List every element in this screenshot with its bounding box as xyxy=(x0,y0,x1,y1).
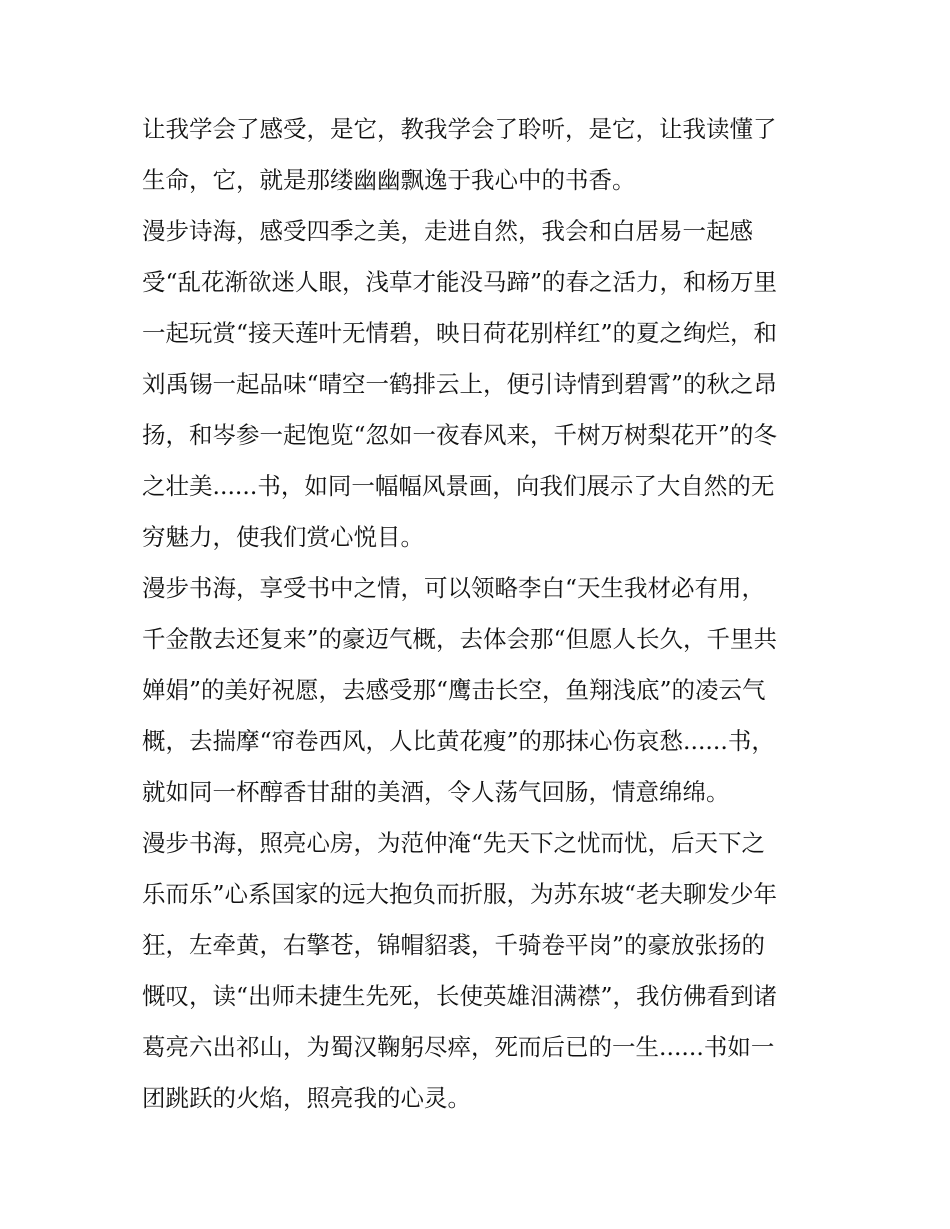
text-line: 乐而乐”心系国家的远大抱负而折服，为苏东坡“老夫聊发少年 xyxy=(142,880,778,908)
text-line: 慨叹，读“出师未捷生先死，长使英雄泪满襟”，我仿佛看到诸 xyxy=(142,982,778,1010)
text-line: 穷魅力，使我们赏心悦目。 xyxy=(142,523,424,551)
text-line: 团跳跃的火焰，照亮我的心灵。 xyxy=(142,1084,471,1112)
text-line: 婵娟”的美好祝愿，去感受那“鹰击长空，鱼翔浅底”的凌云气 xyxy=(142,676,766,704)
text-line: 让我学会了感受，是它，教我学会了聆听，是它，让我读懂了 xyxy=(142,115,777,143)
text-line: 就如同一杯醇香甘甜的美酒，令人荡气回肠，情意绵绵。 xyxy=(142,778,730,806)
text-line: 狂，左牵黄，右擎苍，锦帽貂裘，千骑卷平岗”的豪放张扬的 xyxy=(142,931,766,959)
text-line: 漫步书海，照亮心房，为范仲淹“先天下之忧而忧，后天下之 xyxy=(142,829,766,857)
essay-text-block xyxy=(142,104,810,1124)
text-line: 受“乱花渐欲迷人眼，浅草才能没马蹄”的春之活力，和杨万里 xyxy=(142,268,778,296)
text-line: 葛亮六出祁山，为蜀汉鞠躬尽瘁，死而后已的一生......书如一 xyxy=(142,1033,775,1061)
text-line: 漫步书海，享受书中之情，可以领略李白“天生我材必有用， xyxy=(142,574,766,602)
text-line: 扬，和岑参一起饱览“忽如一夜春风来，千树万树梨花开”的冬 xyxy=(142,421,778,449)
text-line: 概，去揣摩“帘卷西风，人比黄花瘦”的那抹心伤哀愁......书， xyxy=(142,727,775,755)
text-line: 之壮美......书，如同一幅幅风景画，向我们展示了大自然的无 xyxy=(142,472,775,500)
text-line: 千金散去还复来”的豪迈气概，去体会那“但愿人长久，千里共 xyxy=(142,625,778,653)
text-line: 刘禹锡一起品味“晴空一鹤排云上，便引诗情到碧霄”的秋之昂 xyxy=(142,370,778,398)
text-line: 漫步诗海，感受四季之美，走进自然，我会和白居易一起感 xyxy=(142,217,753,245)
text-line: 一起玩赏“接天莲叶无情碧，映日荷花别样红”的夏之绚烂，和 xyxy=(142,319,778,347)
text-line: 生命，它，就是那缕幽幽飘逸于我心中的书香。 xyxy=(142,166,636,194)
